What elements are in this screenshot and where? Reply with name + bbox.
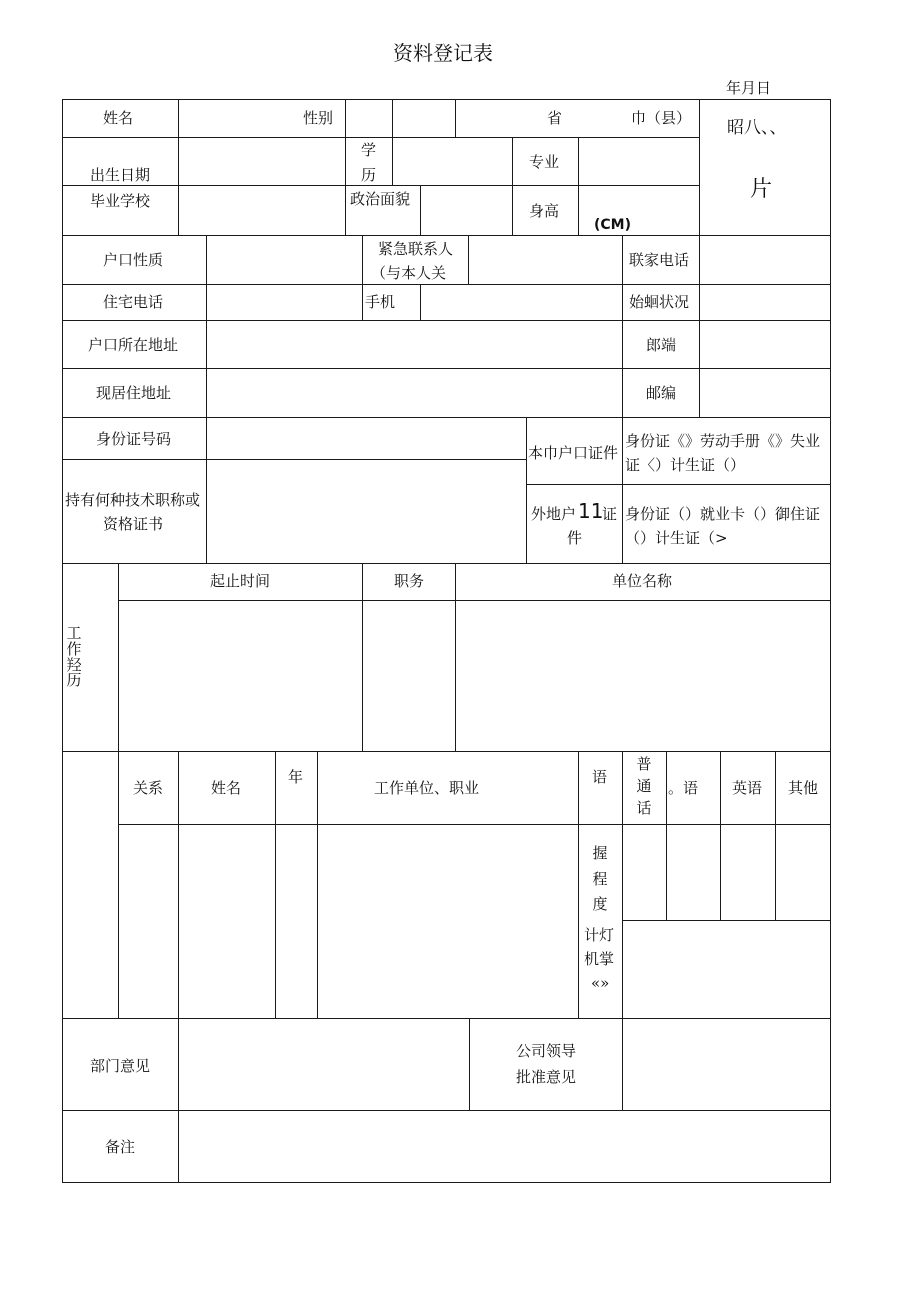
language-label: 语	[592, 768, 608, 786]
postcode-label-1: 郎端	[646, 336, 677, 354]
local-docs-options-1: 身份证《》劳动手册《》失业	[625, 432, 821, 450]
province-label: 省	[547, 109, 563, 127]
dept-opinion-label: 部门意见	[90, 1057, 151, 1075]
date-label: 年月日	[726, 79, 772, 97]
nonlocal-docs-options-1: 身份证（）就业卡（）御住证	[625, 505, 821, 523]
work-position-header: 职务	[394, 572, 425, 590]
nonlocal-label-part3: 件	[567, 529, 583, 547]
english-header: 英语	[732, 779, 763, 797]
remarks-label: 备注	[105, 1138, 136, 1156]
other-language-header: 其他	[788, 779, 819, 797]
hukou-address-label: 户口所在地址	[88, 336, 179, 354]
family-age-header: 年	[288, 768, 304, 786]
education-label-2: 历	[361, 166, 377, 184]
leader-approval-label-2: 批准意见	[516, 1068, 577, 1086]
nonlocal-label-part2: 证	[602, 505, 618, 523]
photo-label-line1: 昭八、、	[727, 118, 787, 138]
major-label: 专业	[529, 153, 560, 171]
hukou-type-label: 户口性质	[103, 251, 164, 269]
education-label-1: 学	[361, 141, 377, 159]
dialect-header: 。语	[668, 779, 699, 797]
nonlocal-label-number: 11	[578, 499, 604, 523]
home-phone-label: 住宅电话	[103, 293, 164, 311]
mandarin-header: 普通话	[636, 755, 652, 817]
family-name-header: 姓名	[211, 779, 242, 797]
work-experience-label: 工作羟历	[66, 624, 82, 690]
computer-label-1: 计灯	[584, 926, 615, 944]
nonlocal-docs-options-2: （）计生证（>	[625, 529, 728, 547]
computer-label-3: «»	[591, 974, 610, 992]
height-unit: (CM)	[594, 217, 632, 233]
nonlocal-label-part1: 外地户	[531, 505, 577, 523]
form-title: 资料登记表	[393, 41, 493, 65]
id-number-label: 身份证号码	[96, 430, 172, 448]
emergency-contact-label-2: （与本人关	[371, 264, 447, 282]
photo-label-line2: 片	[750, 177, 773, 202]
certificate-label-2: 资格证书	[103, 515, 164, 533]
mobile-label: 手机	[365, 293, 396, 311]
family-phone-label: 联家电话	[629, 251, 690, 269]
school-label: 毕业学校	[90, 192, 151, 210]
name-label: 姓名	[103, 109, 134, 127]
city-label: 巾（县）	[631, 109, 692, 127]
marital-status-label: 始蛔状况	[629, 293, 690, 311]
mastery-level-label: 握程度	[592, 844, 608, 913]
computer-label-2: 机掌	[584, 950, 615, 968]
postcode-label-2: 邮编	[646, 384, 677, 402]
leader-approval-label-1: 公司领导	[516, 1042, 577, 1060]
emergency-contact-label-1: 紧急联系人	[378, 240, 454, 258]
work-period-header: 起止时间	[210, 572, 271, 590]
height-label: 身高	[529, 202, 560, 220]
family-employer-header: 工作单位、职业	[374, 779, 480, 797]
current-address-label: 现居住地址	[96, 384, 172, 402]
work-company-header: 单位名称	[612, 572, 673, 590]
local-docs-options-2: 证〈）计生证（）	[625, 456, 746, 474]
political-status-label: 政治面貌	[350, 190, 411, 208]
local-hukou-docs-label: 本巾户口证件	[528, 444, 619, 462]
gender-label: 性别	[303, 109, 334, 127]
family-relation-header: 关系	[133, 779, 164, 797]
certificate-label-1: 持有何种技术职称或	[65, 491, 201, 509]
birth-date-label: 出生日期	[90, 166, 151, 184]
